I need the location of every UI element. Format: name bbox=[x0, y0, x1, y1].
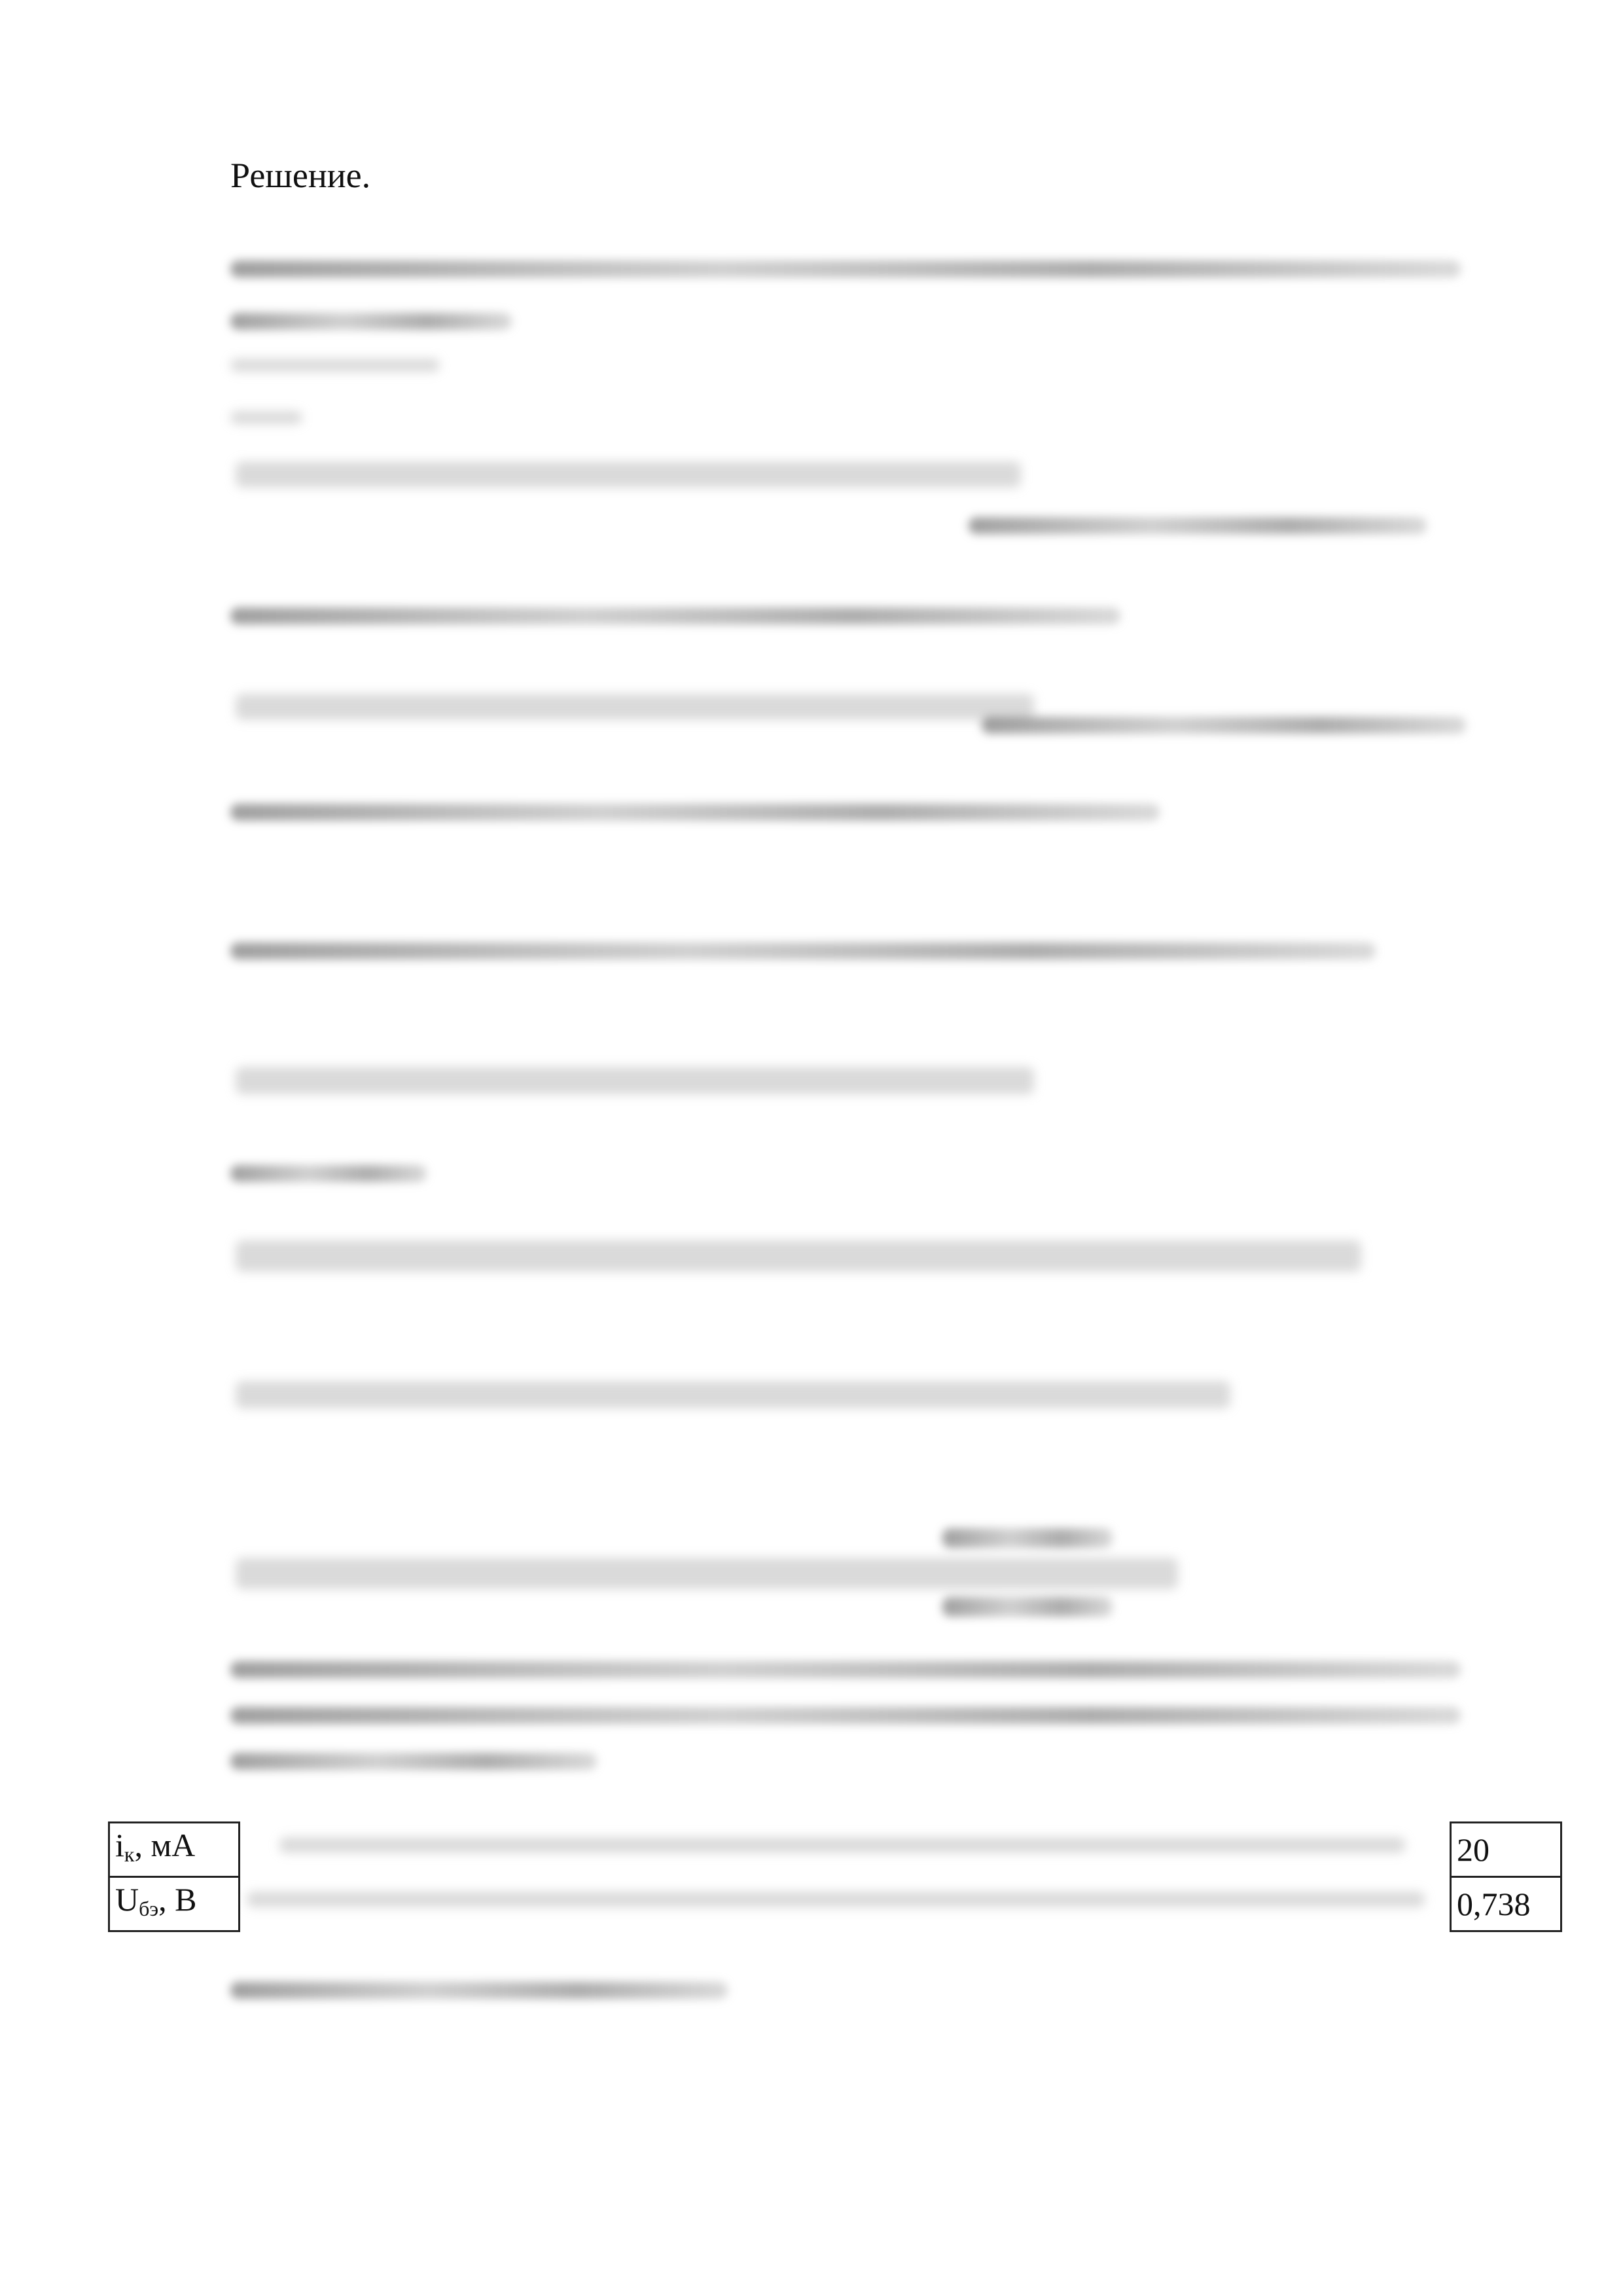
solution-heading: Решение. bbox=[230, 156, 371, 195]
label-unit: , мА bbox=[134, 1827, 196, 1863]
blurred-values bbox=[240, 1823, 1451, 1877]
blurred-formula bbox=[236, 1381, 1230, 1408]
blurred-text-line bbox=[230, 1165, 427, 1182]
blurred-text-line bbox=[279, 1837, 1405, 1853]
table-cell: 0,738 bbox=[1451, 1877, 1561, 1931]
label-subscript: к bbox=[124, 1842, 135, 1866]
blurred-text-line bbox=[230, 1707, 1461, 1724]
measurement-table bbox=[108, 1821, 1562, 1932]
blurred-text-line bbox=[982, 717, 1466, 734]
blurred-formula bbox=[942, 1597, 1113, 1617]
label-symbol: U bbox=[115, 1881, 139, 1918]
table-cell: 20 bbox=[1451, 1823, 1561, 1877]
blurred-text-line bbox=[230, 942, 1376, 960]
blurred-text-line bbox=[230, 1661, 1461, 1678]
blurred-text-line bbox=[247, 1892, 1425, 1907]
blurred-text-line bbox=[230, 313, 512, 330]
blurred-values bbox=[240, 1877, 1451, 1931]
blurred-text-line bbox=[230, 607, 1120, 624]
blurred-text-line bbox=[230, 804, 1160, 821]
blurred-formula bbox=[236, 1240, 1361, 1272]
blurred-text-line bbox=[969, 517, 1427, 534]
blurred-formula bbox=[236, 461, 1021, 488]
blurred-formula bbox=[236, 1558, 1178, 1589]
blurred-text-line bbox=[230, 1753, 597, 1770]
table-row bbox=[109, 1877, 1561, 1931]
row-label-ube bbox=[109, 1877, 240, 1931]
label-symbol: i bbox=[115, 1827, 124, 1863]
blurred-formula bbox=[230, 359, 440, 372]
label-subscript: бэ bbox=[139, 1897, 159, 1920]
table-row bbox=[109, 1823, 1561, 1877]
blurred-formula bbox=[942, 1528, 1113, 1548]
blurred-formula bbox=[236, 694, 1034, 720]
row-label-ik bbox=[109, 1823, 240, 1877]
blurred-text-line bbox=[230, 260, 1461, 278]
label-unit: , В bbox=[158, 1881, 197, 1918]
blurred-formula bbox=[236, 1067, 1034, 1094]
blurred-text-line bbox=[230, 411, 302, 424]
blurred-text-line bbox=[230, 1982, 728, 1999]
